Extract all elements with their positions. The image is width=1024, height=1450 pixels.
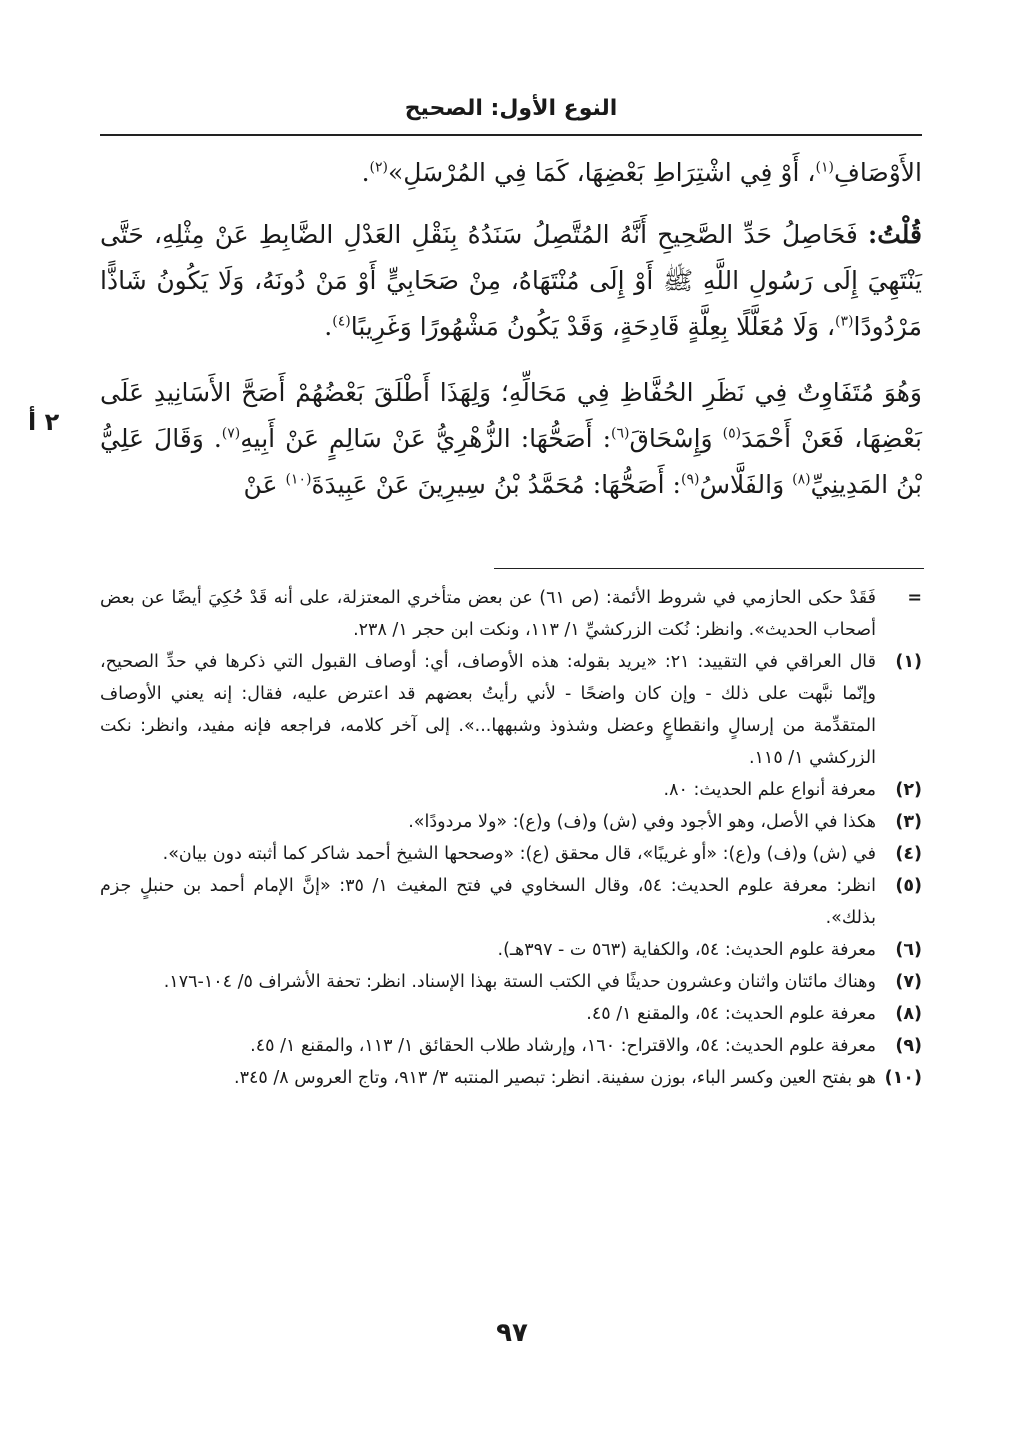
footnote-9	[100, 1030, 922, 1062]
footnote-ref-10[interactable]: (١٠)	[285, 471, 312, 488]
text-span: ، أَوْ فِي اشْتِرَاطِ بَعْضِهَا، كَمَا فِي المُرْسَلِ»	[388, 158, 816, 187]
footnote-text: قال العراقي في التقييد: ٢١: «يريد بقوله: هذه الأوصاف، أي: أوصاف القبول التي ذكرها في حدِّ الصحيح، وإنّما نبَّهت على ذلك - وإن كان واضحًا - لأني رأيتُ بعضهم قد اعترض عليه، فقال: إنه يعني الأوصاف المتقدِّمة من إرسالٍ وانقطاعٍ وعضل وشذوذ وشبهها...». إلى آخر كلامه، فراجعه فإنه مفيد، وانظر: نكت الزركشي ١/ ١١٥.	[100, 652, 876, 768]
page-number: ٩٧	[496, 1318, 528, 1348]
footnote-separator	[494, 568, 924, 569]
text-span: ، وَلَا مُعَلَّلًا بِعِلَّةٍ قَادِحَةٍ، وَقَدْ يَكُونُ مَشْهُورًا وَغَرِيبًا	[350, 312, 836, 341]
footnote-ref-1[interactable]: (١)	[815, 159, 834, 176]
footnote-number: (٩)	[895, 1036, 922, 1056]
text-span: . وَقَالَ عَلِيُّ بْنُ المَدِينِيِّ	[100, 424, 922, 499]
footnote-text: فَقَدْ حكى الحازمي في شروط الأئمة: (ص ٦١) عن بعض متأخري المعتزلة، على أنه قَدْ حُكِيَ أيضًا عن بعض أصحاب الحديث». وانظر: نُكت الزركشيِّ ١/ ١١٣، ونكت ابن حجر ١/ ٢٣٨.	[100, 588, 876, 640]
footnote-text: وهناك مائتان واثنان وعشرون حديثًا في الكتب الستة بهذا الإسناد. انظر: تحفة الأشراف ٥/ ١٠٤-١٧٦.	[163, 972, 876, 992]
paragraph-1	[100, 150, 922, 196]
text-span: : أَصَحُّهَا: الزُّهْرِيُّ عَنْ سَالِمٍ عَنْ أَبِيهِ	[240, 424, 611, 453]
text-span: عَنْ	[243, 470, 278, 499]
footnote-number: (١٠)	[884, 1068, 922, 1088]
footnote-ref-2[interactable]: (٢)	[369, 159, 389, 176]
footnotes	[100, 582, 922, 1094]
footnote-4	[100, 838, 922, 870]
footnote-number: (٤)	[895, 844, 922, 864]
paragraph-2	[100, 212, 922, 350]
footnote-text: انظر: معرفة علوم الحديث: ٥٤، وقال السخاوي في فتح المغيث ١/ ٣٥: «إنَّ الإمام أحمد بن حنبلٍ جزم بذلك».	[100, 876, 876, 928]
footnote-1	[100, 646, 922, 774]
footnote-text: معرفة علوم الحديث: ٥٤، والكفاية (٥٦٣ ت - ٣٩٧هـ).	[497, 940, 876, 960]
footnote-6	[100, 934, 922, 966]
footnote-ref-9[interactable]: (٩)	[680, 471, 700, 488]
text-span: فَحَاصِلُ حَدِّ الصَّحِيحِ أَنَّهُ المُتَّصِلُ سَنَدُهُ بِنَقْلِ العَدْلِ الضَّابِطِ عَنْ مِثْلِهِ، حَتَّى يَنْتَهِيَ إِلَى رَسُولِ اللَّهِ ﷺ أَوْ إِلَى مُنْتَهَاهُ، مِنْ صَحَابِيٍّ أَوْ مَنْ دُونَهُ، وَلَا يَكُونُ شَاذًّا مَرْدُودًا	[100, 220, 922, 341]
footnote-3	[100, 806, 922, 838]
footnote-number: (٣)	[895, 812, 922, 832]
footnote-text: معرفة علوم الحديث: ٥٤، والاقتراح: ١٦٠، وإرشاد طلاب الحقائق ١/ ١١٣، والمقنع ١/ ٤٥.	[250, 1036, 876, 1056]
text-span: : أَصَحُّهَا: مُحَمَّدُ بْنُ سِيرِينَ عَنْ عَبِيدَةَ	[311, 470, 681, 499]
manuscript-folio-marker: ٢ أ	[28, 408, 60, 436]
footnote-text: هكذا في الأصل، وهو الأجود وفي (ش) و(ف) و(ع): «ولا مردودًا».	[408, 812, 876, 832]
footnote-ref-8[interactable]: (٨)	[792, 471, 811, 488]
header-rule	[100, 134, 922, 136]
footnote-number: (٨)	[895, 1004, 922, 1024]
text-span: .	[361, 158, 370, 187]
footnote-ref-6[interactable]: (٦)	[611, 425, 630, 442]
main-text	[100, 150, 922, 508]
footnote-8	[100, 998, 922, 1030]
text-span: .	[324, 312, 333, 341]
footnote-7	[100, 966, 922, 998]
paragraph-3	[100, 370, 922, 508]
footnote-ref-5[interactable]: (٥)	[722, 425, 742, 442]
text-span: وَالفَلَّاسُ	[699, 470, 785, 499]
footnote-ref-3[interactable]: (٣)	[835, 313, 854, 330]
footnote-number: =	[907, 588, 922, 608]
text-span: وَإِسْحَاقَ	[629, 424, 713, 453]
footnote-ref-4[interactable]: (٤)	[332, 313, 351, 330]
footnote-number: (٦)	[895, 940, 922, 960]
footnote-2	[100, 774, 922, 806]
footnote-continued	[100, 582, 922, 646]
footnote-number: (٢)	[895, 780, 922, 800]
text-span: وَهُوَ مُتَفَاوِتٌ فِي نَظَرِ الحُفَّاظِ فِي مَحَالِّهِ؛ وَلِهَذَا أَطْلَقَ بَعْضُهُمْ أَصَحَّ الأَسَانِيدِ عَلَى بَعْضِهَا، فَعَنْ أَحْمَدَ	[100, 378, 922, 453]
footnote-10	[100, 1062, 922, 1094]
footnote-text: هو بفتح العين وكسر الباء، بوزن سفينة. انظر: تبصير المنتبه ٣/ ٩١٣، وتاج العروس ٨/ ٣٤٥.	[234, 1068, 876, 1088]
footnote-5	[100, 870, 922, 934]
text-span: الأَوْصَافِ	[833, 158, 922, 187]
footnote-number: (١)	[895, 652, 922, 672]
footnote-number: (٧)	[895, 972, 922, 992]
running-header: النوع الأول: الصحيح	[404, 96, 618, 121]
footnote-text: معرفة أنواع علم الحديث: ٨٠.	[663, 780, 876, 800]
footnote-number: (٥)	[895, 876, 922, 896]
footnote-ref-7[interactable]: (٧)	[221, 425, 241, 442]
qultu-lead: قُلْتُ:	[867, 220, 922, 249]
footnote-text: معرفة علوم الحديث: ٥٤، والمقنع ١/ ٤٥.	[586, 1004, 876, 1024]
footnote-text: في (ش) و(ف) و(ع): «أو غريبًا»، قال محقق (ع): «وصححها الشيخ أحمد شاكر كما أثبته دون بيان».	[162, 844, 876, 864]
